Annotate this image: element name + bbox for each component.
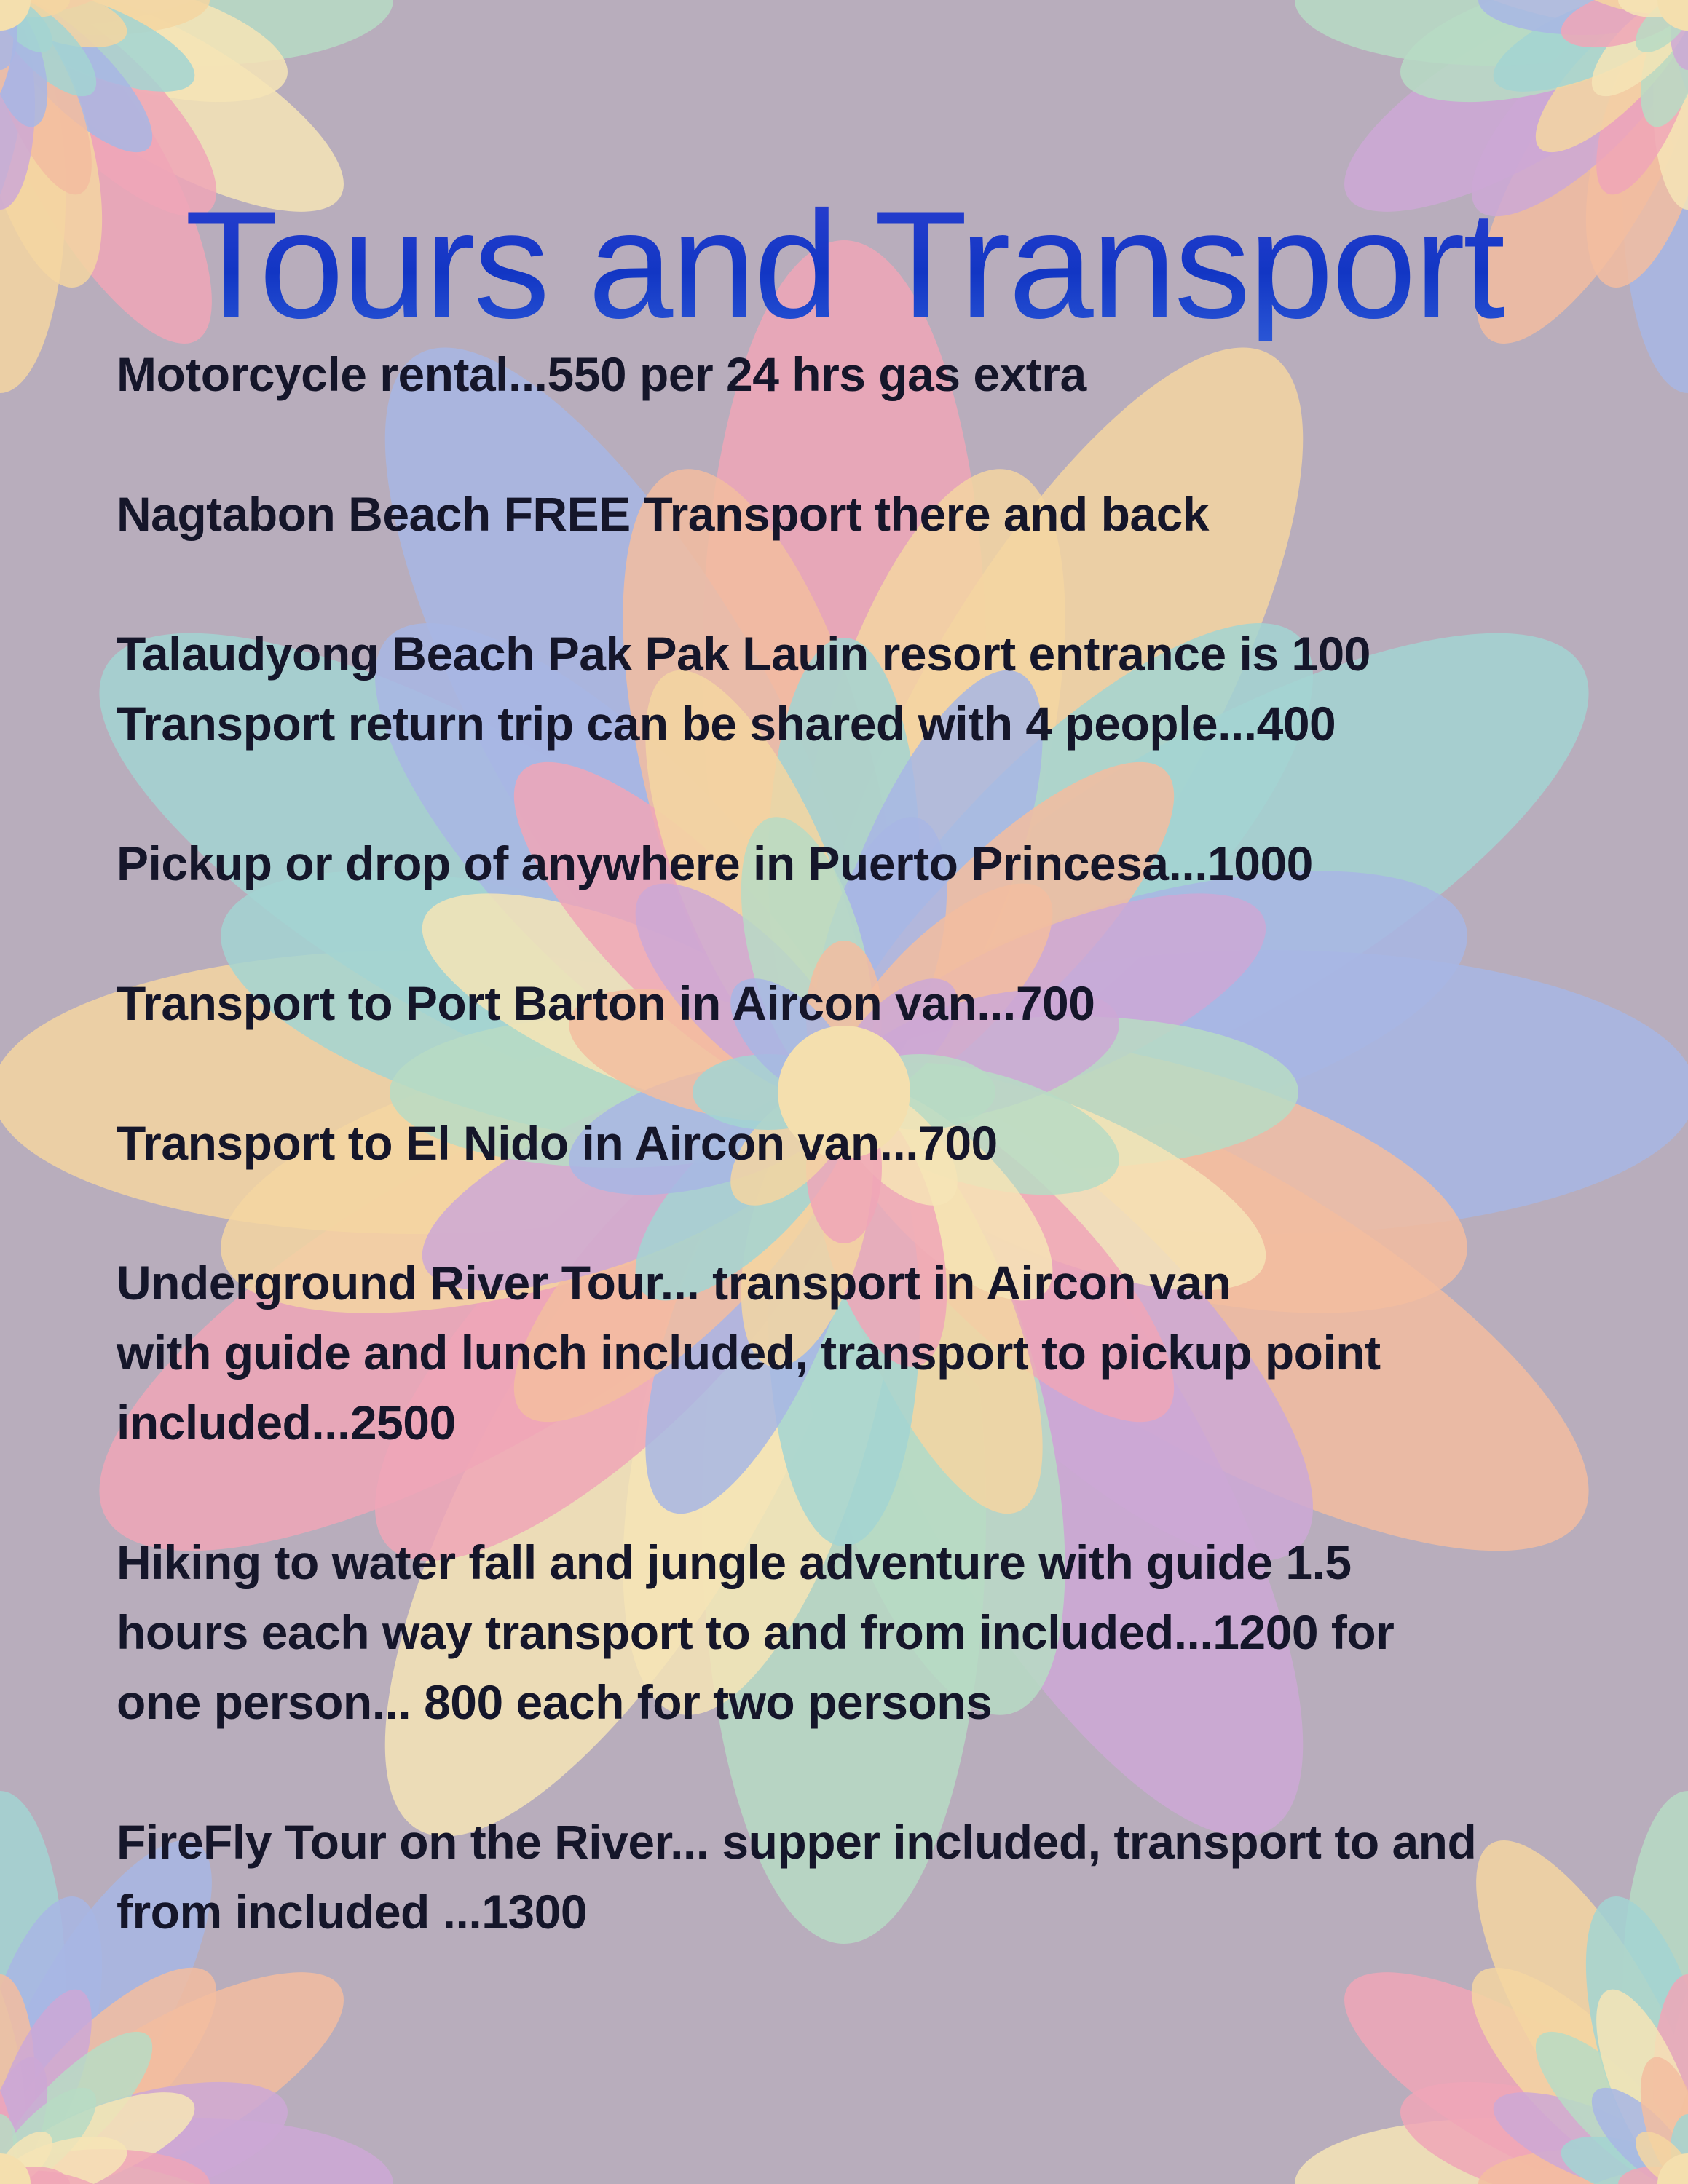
list-item bbox=[117, 1248, 1617, 1457]
list-item-line: Talaudyong Beach Pak Pak Lauin resort entrance is 100 bbox=[117, 627, 1370, 681]
list-item-line: Transport to El Nido in Aircon van...700 bbox=[117, 1116, 998, 1170]
list-item-line: Transport return trip can be shared with 4 people...400 bbox=[117, 697, 1336, 751]
list-item-line: Underground River Tour... transport in Aircon van bbox=[117, 1256, 1231, 1310]
list-item bbox=[117, 339, 1617, 409]
list-item-line: Hiking to water fall and jungle adventure with guide 1.5 bbox=[117, 1535, 1352, 1589]
list-item-line: from included ...1300 bbox=[117, 1885, 588, 1939]
list-item bbox=[117, 1108, 1617, 1178]
list-item bbox=[117, 968, 1617, 1038]
list-item bbox=[117, 479, 1617, 549]
list-item-line: Pickup or drop of anywhere in Puerto Princesa...1000 bbox=[117, 836, 1313, 890]
list-item-line: Motorcycle rental...550 per 24 hrs gas extra bbox=[117, 347, 1086, 401]
price-list bbox=[117, 339, 1617, 2017]
list-item-line: FireFly Tour on the River... supper included, transport to and bbox=[117, 1815, 1477, 1869]
list-item bbox=[117, 1807, 1617, 1947]
list-item-line: one person... 800 each for two persons bbox=[117, 1675, 993, 1729]
list-item bbox=[117, 1527, 1617, 1737]
list-item-line: hours each way transport to and from included...1200 for bbox=[117, 1605, 1395, 1659]
list-item-line: Nagtabon Beach FREE Transport there and back bbox=[117, 487, 1209, 541]
list-item bbox=[117, 619, 1617, 759]
list-item-line: included...2500 bbox=[117, 1396, 456, 1449]
page-title: Tours and Transport bbox=[0, 189, 1688, 341]
list-item bbox=[117, 828, 1617, 898]
list-item-line: with guide and lunch included, transport to pickup point bbox=[117, 1326, 1381, 1380]
list-item-line: Transport to Port Barton in Aircon van...700 bbox=[117, 976, 1095, 1030]
